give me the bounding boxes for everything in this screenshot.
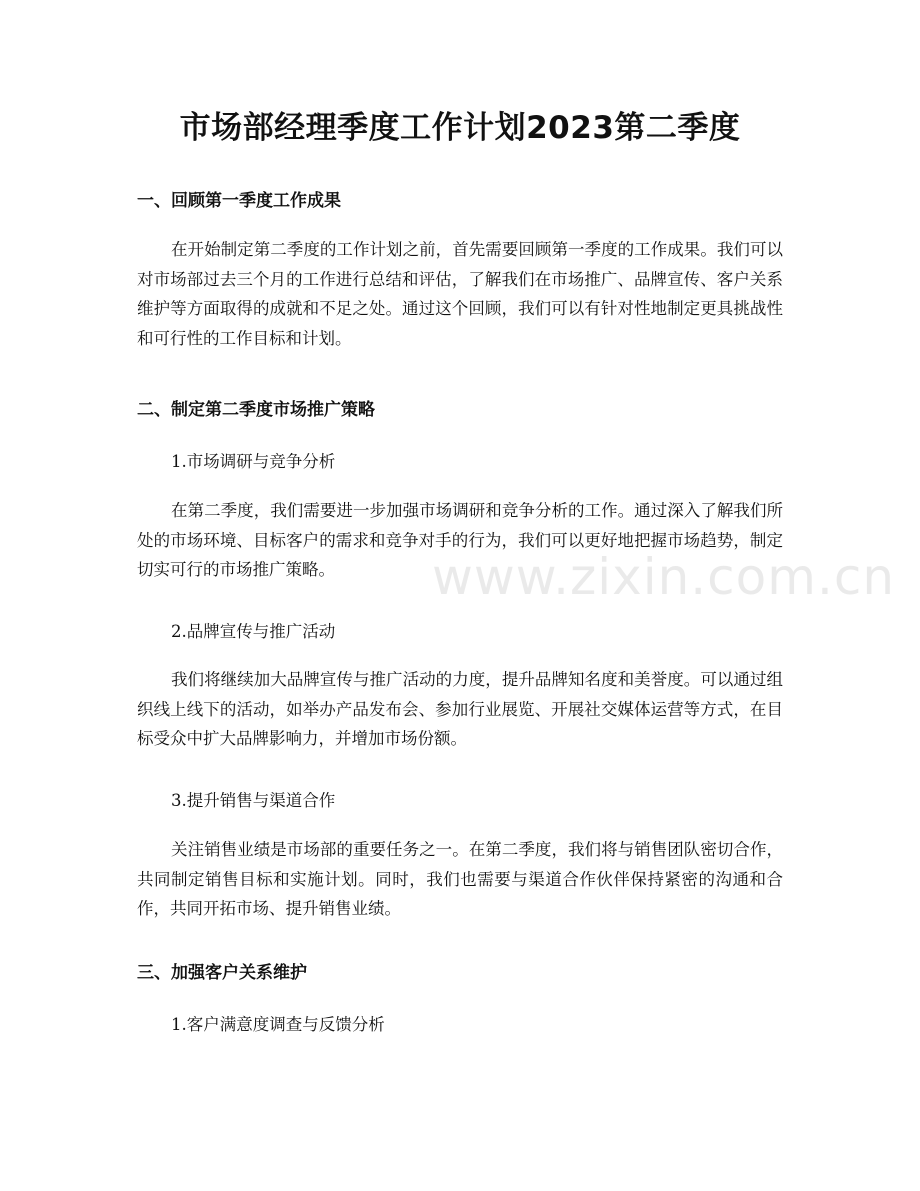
section-1-heading: 一、回顾第一季度工作成果 [137, 191, 341, 211]
section-2-item-1-title: 1.市场调研与竞争分析 [171, 452, 336, 471]
section-2-item-1-paragraph: 在第二季度，我们需要进一步加强市场调研和竞争分析的工作。通过深入了解我们所处的市场环境、目标客户的需求和竞争对手的行为，我们可以更好地把握市场趋势，制定切实可行的市场推广策略。 [137, 501, 783, 579]
section-2-heading: 二、制定第二季度市场推广策略 [137, 400, 375, 420]
section-3-item-1-title: 1.客户满意度调查与反馈分析 [171, 1015, 385, 1034]
section-2-item-3-title: 3.提升销售与渠道合作 [171, 791, 336, 810]
section-2-item-2-title: 2.品牌宣传与推广活动 [171, 622, 336, 641]
watermark-text: www.zixin.com.cn [432, 548, 896, 606]
section-2-item-3-paragraph: 关注销售业绩是市场部的重要任务之一。在第二季度，我们将与销售团队密切合作，共同制定销售目标和实施计划。同时，我们也需要与渠道合作伙伴保持紧密的沟通和合作，共同开拓市场、提升销售业绩。 [137, 840, 783, 918]
section-2-item-2-paragraph: 我们将继续加大品牌宣传与推广活动的力度，提升品牌知名度和美誉度。可以通过组织线上线下的活动，如举办产品发布会、参加行业展览、开展社交媒体运营等方式，在目标受众中扩大品牌影响力，并增加市场份额。 [137, 670, 783, 748]
section-3-heading: 三、加强客户关系维护 [137, 963, 307, 983]
page-title: 市场部经理季度工作计划2023第二季度 [179, 110, 741, 146]
section-1-paragraph: 在开始制定第二季度的工作计划之前，首先需要回顾第一季度的工作成果。我们可以对市场部过去三个月的工作进行总结和评估，了解我们在市场推广、品牌宣传、客户关系维护等方面取得的成就和不足之处。通过这个回顾，我们可以有针对性地制定更具挑战性和可行性的工作目标和计划。 [137, 240, 783, 348]
